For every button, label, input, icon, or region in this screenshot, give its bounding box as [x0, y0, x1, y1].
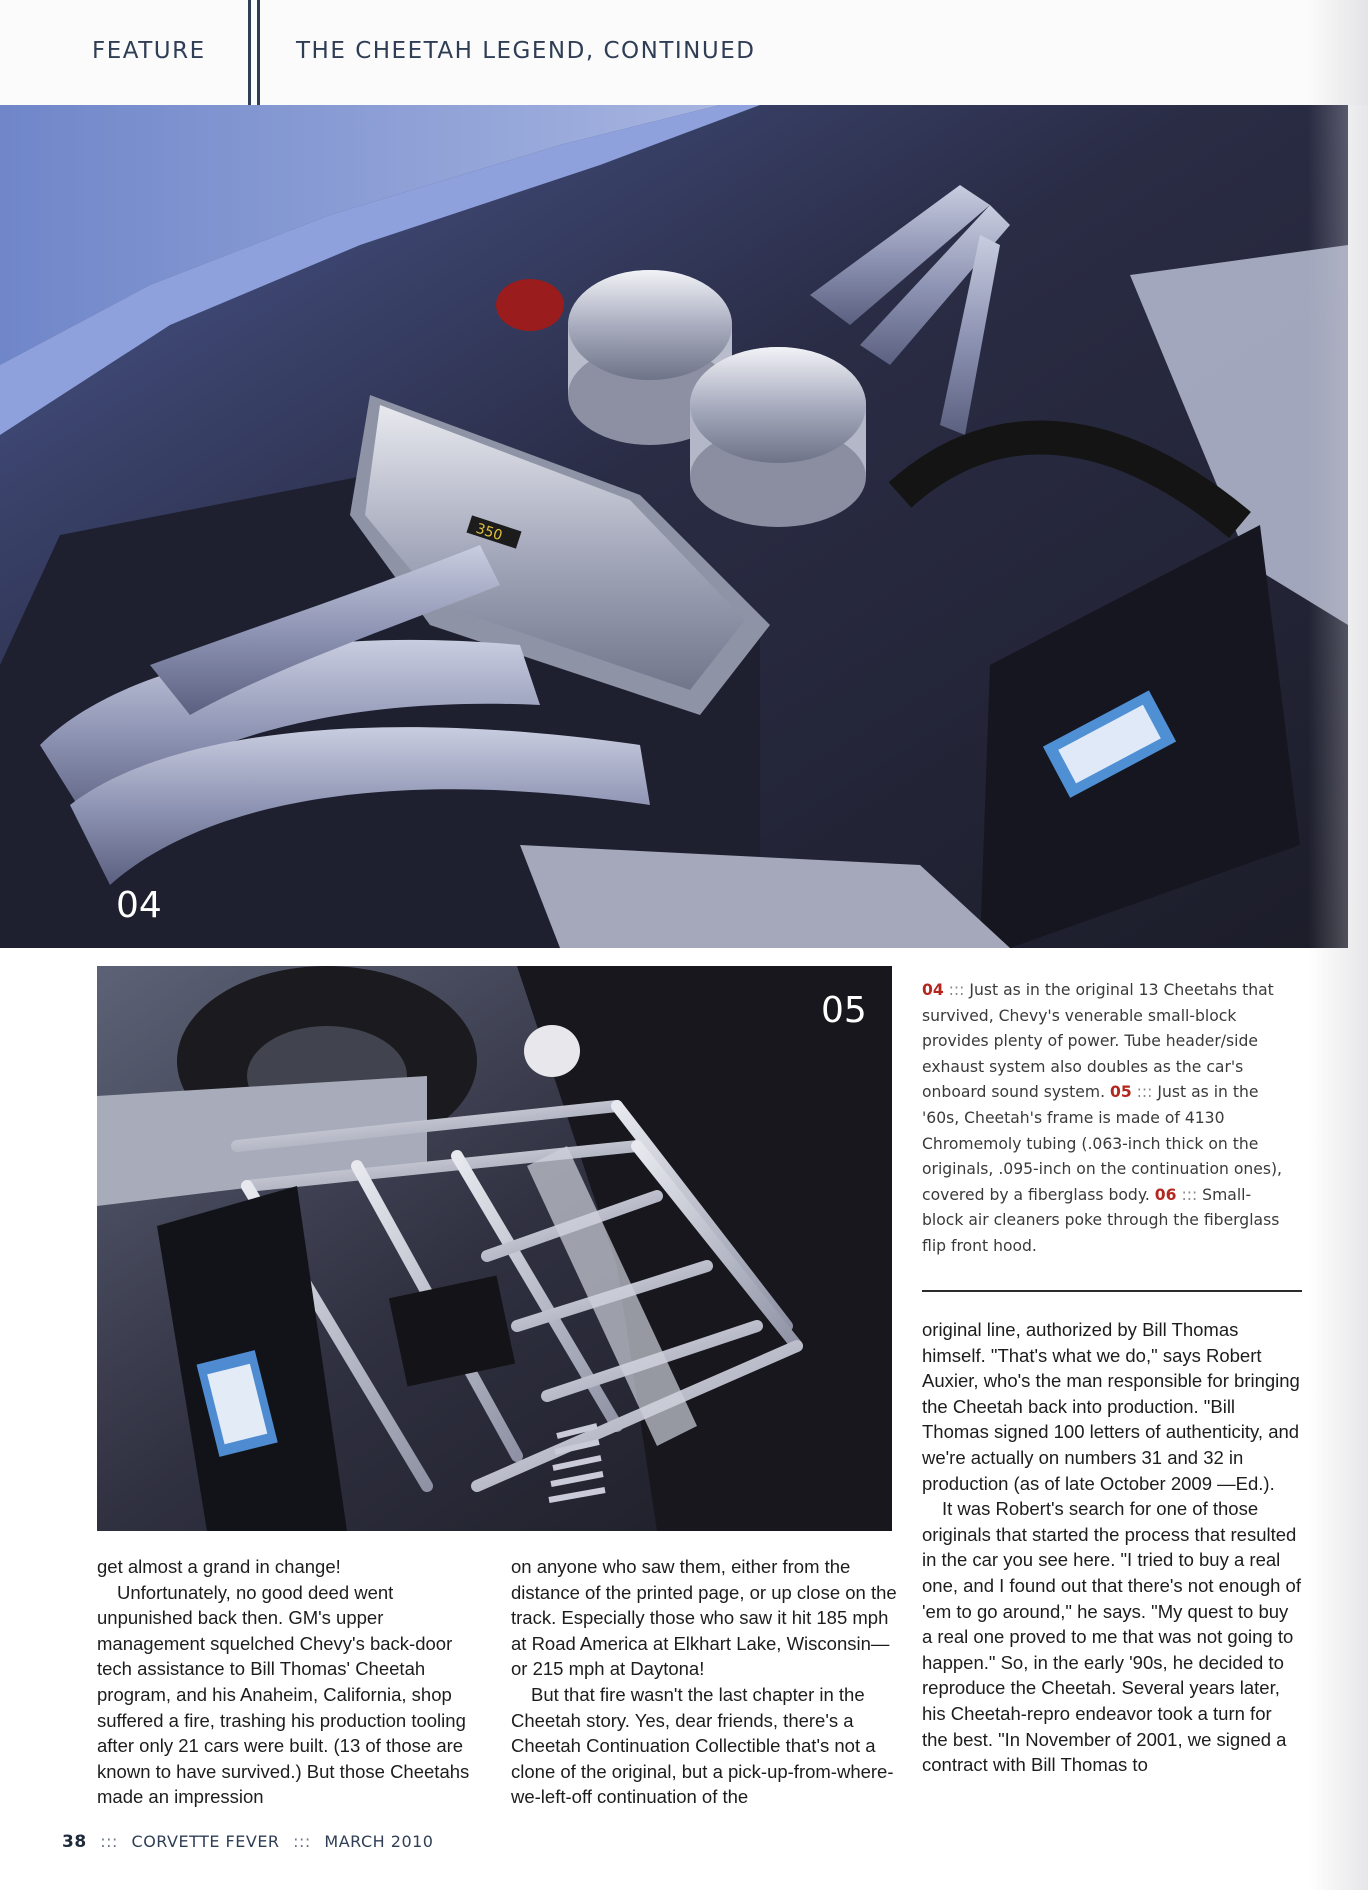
issue-date: MARCH 2010 [324, 1832, 434, 1851]
body-column-1 [97, 1554, 477, 1810]
caption-number: 05 [1110, 1083, 1132, 1102]
caption-text: Just as in the original 13 Cheetahs that survived, Chevy's venerable small-block provides plenty of power. Tube header/side exhaust system also doubles as the car's onboard sound system. [922, 981, 1274, 1102]
body-column-3 [922, 1317, 1302, 1778]
body-column-2 [511, 1554, 899, 1810]
page-header [0, 0, 1368, 105]
body-paragraph: It was Robert's search for one of those originals that started the process that resulted in the car you see here. "I tried to buy a real one, and I found out that there's not enough of 'em to go around," he says. "My quest to buy a real one proved to me that was not going to happen." So, in the early '90s, he decided to reproduce the Cheetah. Several years later, his Cheetah-repro endeavor took a turn for the best. "In November of 2001, we signed a contract with Bill Thomas to [922, 1498, 1301, 1776]
caption-number: 04 [922, 981, 944, 999]
caption-separator: ::: [948, 981, 965, 999]
caption-separator: ::: [1136, 1083, 1153, 1102]
caption-separator: ::: [1181, 1185, 1198, 1204]
svg-text:350: 350 [473, 520, 505, 545]
caption-text: Small-block air cleaners poke through the fiberglass flip front hood. [922, 1185, 1280, 1255]
header-divider [257, 0, 260, 105]
page-footer [62, 1832, 433, 1852]
body-paragraph: Unfortunately, no good deed went unpunished back then. GM's upper management squelched Chevy's back-door tech assistance to Bill Thomas' Cheetah program, and his Anaheim, California, shop suffered a fire, trashing his production tooling after only 21 cars were built. (13 of those are known to have survived.) But those Cheetahs made an impression [97, 1581, 470, 1808]
caption-number: 06 [1154, 1185, 1177, 1204]
photo-engine-bay [0, 105, 1348, 948]
photo-chassis-frame [97, 966, 892, 1531]
photo-number: 05 [821, 990, 867, 1031]
section-label: FEATURE [92, 38, 206, 64]
body-paragraph: get almost a grand in change! [97, 1556, 341, 1577]
body-paragraph: But that fire wasn't the last chapter in the Cheetah story. Yes, dear friends, there's a Cheetah Continuation Collectible that's not a clone of the original, but a pick-up-from-where-we-left-off continuation of the [511, 1683, 894, 1808]
caption-text: Just as in the '60s, Cheetah's frame is made of 4130 Chromemoly tubing (.063-inch thick on the originals, .095-inch on the continuation ones), covered by a fiberglass body. [922, 1083, 1283, 1204]
chassis-illustration [97, 966, 892, 1531]
header-divider [248, 0, 251, 105]
caption-divider [922, 1290, 1302, 1292]
photo-caption [922, 978, 1292, 1260]
article-title: THE CHEETAH LEGEND, CONTINUED [296, 38, 756, 64]
page-number: 38 [62, 1832, 87, 1852]
engine-bay-illustration [0, 105, 1348, 948]
body-paragraph: original line, authorized by Bill Thomas himself. "That's what we do," says Robert Auxier, who's the man responsible for bringing the Cheetah back into production. "Bill Thomas signed 100 letters of authenticity, and we're actually on numbers 31 and 32 in production (as of late October 2009 —Ed.). [922, 1319, 1300, 1494]
footer-separator: ::: [100, 1832, 118, 1851]
magazine-name: CORVETTE FEVER [131, 1832, 280, 1851]
footer-separator: ::: [293, 1832, 311, 1851]
body-paragraph: on anyone who saw them, either from the distance of the printed page, or up close on the track. Especially those who saw it hit 185 mph at Road America at Elkhart Lake, Wisconsin—or 215 mph at Daytona! [511, 1556, 897, 1680]
photo-number: 04 [116, 885, 162, 926]
